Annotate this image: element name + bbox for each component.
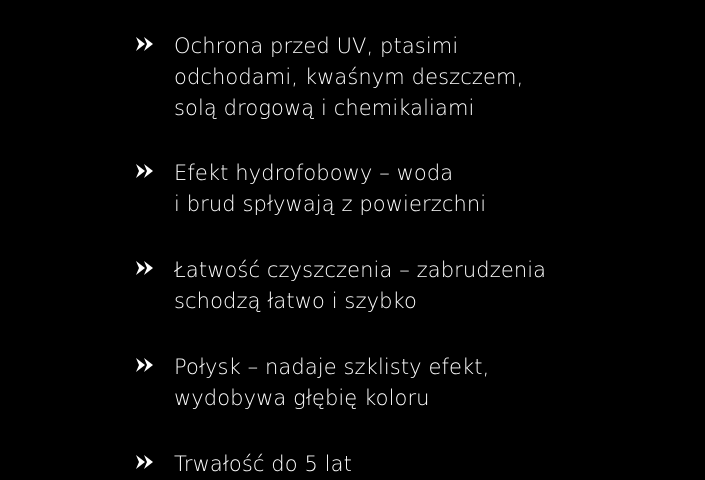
feature-line: Łatwość czyszczenia – zabrudzenia bbox=[174, 258, 547, 282]
feature-line: schodzą łatwo i szybko bbox=[174, 289, 418, 313]
feature-text bbox=[174, 449, 694, 480]
feature-text bbox=[174, 255, 694, 317]
feature-line: Efekt hydrofobowy – woda bbox=[174, 161, 454, 185]
feature-text bbox=[174, 352, 694, 414]
double-chevron-right-icon bbox=[134, 163, 158, 179]
feature-line: Połysk – nadaje szklisty efekt, bbox=[174, 355, 490, 379]
double-chevron-right-icon bbox=[134, 260, 158, 276]
double-chevron-right-icon bbox=[134, 357, 158, 373]
feature-line: odchodami, kwaśnym deszczem, bbox=[174, 65, 524, 89]
feature-line: Trwałość do 5 lat bbox=[174, 452, 352, 476]
feature-text bbox=[174, 31, 694, 124]
feature-text bbox=[174, 158, 694, 220]
double-chevron-right-icon bbox=[134, 454, 158, 470]
double-chevron-right-icon bbox=[134, 36, 158, 52]
feature-line: wydobywa głębię koloru bbox=[174, 386, 430, 410]
feature-line: Ochrona przed UV, ptasimi bbox=[174, 34, 459, 58]
feature-line: solą drogową i chemikaliami bbox=[174, 96, 475, 120]
feature-line: i brud spływają z powierzchni bbox=[174, 192, 487, 216]
